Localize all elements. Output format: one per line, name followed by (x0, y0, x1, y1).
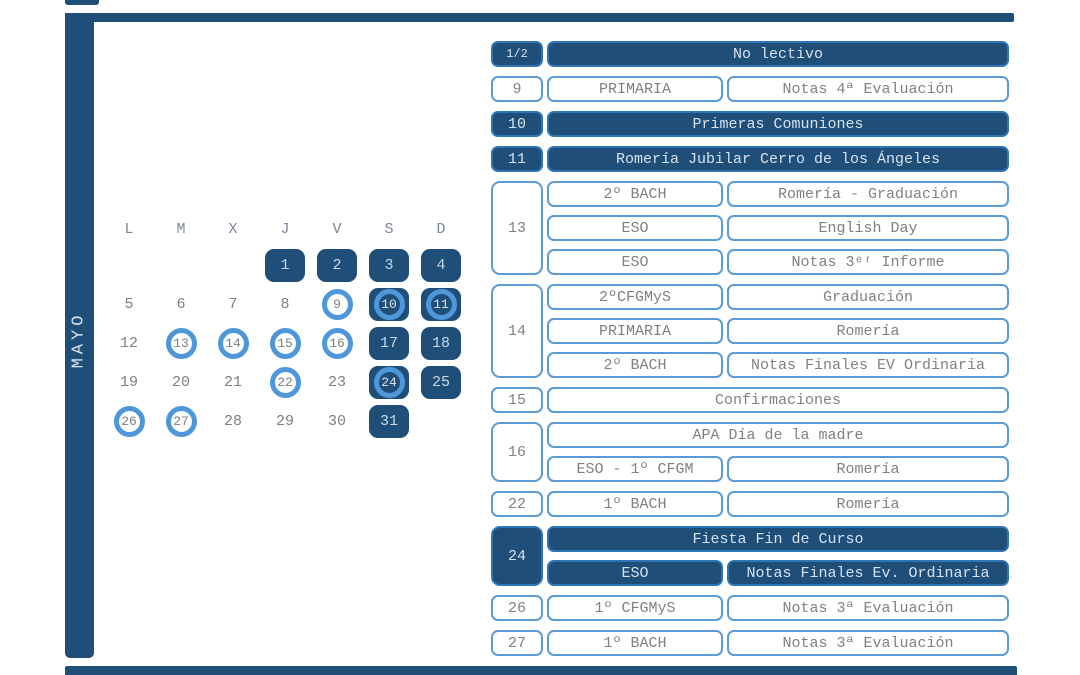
date-cell: 16 (491, 422, 543, 482)
event-category-cell: 2º BACH (547, 181, 723, 207)
calendar-day: 19 (119, 374, 138, 391)
event-title-cell: Romería - Graduación (727, 181, 1009, 207)
schedule-row (491, 526, 1009, 586)
calendar-day: 20 (171, 374, 190, 391)
event-title-cell: Primeras Comuniones (547, 111, 1009, 137)
calendar-day: 18 (421, 327, 461, 360)
calendar-day: 31 (369, 405, 409, 438)
event-category-cell: 2º BACH (547, 352, 723, 378)
event-title-cell: APA Día de la madre (547, 422, 1009, 448)
schedule-row (491, 41, 1009, 67)
event-subrow (547, 215, 1009, 241)
schedule-row (491, 111, 1009, 137)
event-title-cell: Notas 3ª Evaluación (727, 595, 1009, 621)
date-cell: 10 (491, 111, 543, 137)
calendar-grid (103, 212, 467, 441)
weekday-label: V (332, 220, 342, 238)
calendar-empty-cell (207, 246, 259, 285)
event-title-cell: Notas 3ª Evaluación (727, 630, 1009, 656)
event-group (547, 181, 1009, 275)
schedule-row (491, 387, 1009, 413)
event-subrow (547, 456, 1009, 482)
event-subrow (547, 249, 1009, 275)
event-subrow (547, 422, 1009, 448)
calendar-day: 23 (327, 374, 346, 391)
event-group (547, 284, 1009, 378)
calendar-day: 11 (421, 288, 461, 321)
schedule-row (491, 76, 1009, 102)
calendar-day: 14 (213, 327, 253, 360)
calendar-day: 24 (369, 366, 409, 399)
schedule-row (491, 146, 1009, 172)
calendar-day: 16 (317, 327, 357, 360)
event-title-cell: Notas 4ª Evaluación (727, 76, 1009, 102)
weekday-label: D (436, 220, 446, 238)
event-group (547, 526, 1009, 586)
calendar-day: 9 (317, 288, 357, 321)
schedule-row (491, 284, 1009, 378)
event-title-cell: Graduación (727, 284, 1009, 310)
event-subrow (547, 352, 1009, 378)
calendar-empty-cell (155, 246, 207, 285)
event-title-cell: Romería (727, 491, 1009, 517)
date-cell: 11 (491, 146, 543, 172)
calendar-day: 7 (228, 296, 238, 313)
calendar-day: 21 (223, 374, 242, 391)
date-cell: 14 (491, 284, 543, 378)
event-title-cell: Fiesta Fin de Curso (547, 526, 1009, 552)
date-cell: 13 (491, 181, 543, 275)
event-category-cell: 1º BACH (547, 630, 723, 656)
event-title-cell: English Day (727, 215, 1009, 241)
calendar-empty-cell (103, 246, 155, 285)
calendar-empty-cell (415, 402, 467, 441)
calendar-day: 25 (421, 366, 461, 399)
date-cell: 15 (491, 387, 543, 413)
event-group (547, 422, 1009, 482)
calendar-day: 4 (421, 249, 461, 282)
month-label: MAYO (69, 311, 89, 369)
event-subrow (547, 526, 1009, 552)
calendar-day: 29 (275, 413, 294, 430)
schedule-row (491, 491, 1009, 517)
date-cell: 22 (491, 491, 543, 517)
event-category-cell: ESO (547, 560, 723, 586)
top-tab-decoration (65, 0, 99, 5)
date-cell: 27 (491, 630, 543, 656)
weekday-label: L (124, 220, 134, 238)
event-subrow (547, 181, 1009, 207)
date-cell: 24 (491, 526, 543, 586)
calendar-day: 17 (369, 327, 409, 360)
event-category-cell: ESO - 1º CFGM (547, 456, 723, 482)
calendar-day: 13 (161, 327, 201, 360)
event-category-cell: ESO (547, 215, 723, 241)
schedule-row (491, 630, 1009, 656)
event-category-cell: PRIMARIA (547, 318, 723, 344)
event-category-cell: 2ºCFGMyS (547, 284, 723, 310)
schedule-row (491, 422, 1009, 482)
schedule-row (491, 595, 1009, 621)
event-subrow (547, 560, 1009, 586)
event-title-cell: Romería Jubilar Cerro de los Ángeles (547, 146, 1009, 172)
calendar-day: 8 (280, 296, 290, 313)
event-title-cell: Notas 3ᵉʳ Informe (727, 249, 1009, 275)
calendar-day: 5 (124, 296, 134, 313)
event-category-cell: PRIMARIA (547, 76, 723, 102)
date-cell: 26 (491, 595, 543, 621)
event-title-cell: Confirmaciones (547, 387, 1009, 413)
event-title-cell: Romería (727, 456, 1009, 482)
frame-bottom-bar (65, 666, 1017, 675)
event-title-cell: Notas Finales EV Ordinaria (727, 352, 1009, 378)
calendar-day: 3 (369, 249, 409, 282)
weekday-label: X (228, 220, 238, 238)
calendar-day: 2 (317, 249, 357, 282)
date-cell: 1/2 (491, 41, 543, 67)
calendar-day: 30 (327, 413, 346, 430)
schedule-table (491, 41, 1009, 656)
date-cell: 9 (491, 76, 543, 102)
calendar-day: 28 (223, 413, 242, 430)
event-category-cell: 1º BACH (547, 491, 723, 517)
calendar-day: 6 (176, 296, 186, 313)
event-subrow (547, 318, 1009, 344)
weekday-label: S (384, 220, 394, 238)
calendar-day: 12 (119, 335, 138, 352)
event-category-cell: ESO (547, 249, 723, 275)
calendar-day: 27 (161, 405, 201, 438)
weekday-label: M (176, 220, 186, 238)
event-title-cell: No lectivo (547, 41, 1009, 67)
calendar-day: 26 (109, 405, 149, 438)
weekday-label: J (280, 220, 290, 238)
event-category-cell: 1º CFGMyS (547, 595, 723, 621)
event-title-cell: Notas Finales Ev. Ordinaria (727, 560, 1009, 586)
event-title-cell: Romería (727, 318, 1009, 344)
calendar-day: 10 (369, 288, 409, 321)
schedule-row (491, 181, 1009, 275)
event-subrow (547, 284, 1009, 310)
calendar-day: 22 (265, 366, 305, 399)
frame-top-bar (65, 13, 1014, 22)
calendar-day: 15 (265, 327, 305, 360)
calendar-day: 1 (265, 249, 305, 282)
